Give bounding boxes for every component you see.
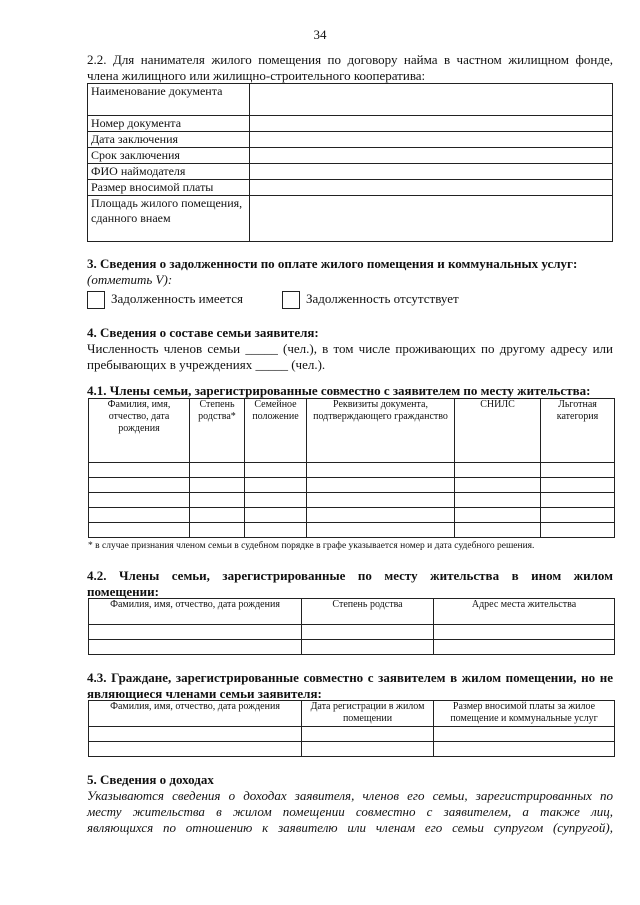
table-cell[interactable] [89,727,302,742]
table-cell[interactable] [190,478,245,493]
table-cell[interactable] [307,493,455,508]
table-cell[interactable] [89,625,302,640]
table-cell[interactable] [245,523,307,538]
section-4-2-title-line1: 4.2. Члены семьи, зарегистрированные по месту жительства в ином жилом [87,568,613,583]
table-row [89,493,615,508]
table-cell[interactable] [89,493,190,508]
table-cell[interactable] [245,463,307,478]
header-benefit-category: Льготная категория [541,399,615,463]
section-4-1-footnote: * в случае признания членом семьи в судебном порядке в графе указывается номер и дата судебного решения. [88,541,535,551]
table-cell[interactable] [455,493,541,508]
rented-area-value[interactable] [250,196,613,242]
table-cell[interactable] [541,493,615,508]
row-label-landlord-name: ФИО наймодателя [88,164,250,180]
section-3-title: 3. Сведения о задолженности по оплате жилого помещения и коммунальных услуг: [87,256,578,271]
section-5-line3: являющихся по отношению к заявителю или членам его семьи супругом (супругой), [87,820,613,835]
page-number: 34 [313,27,327,42]
payment-amount-value[interactable] [250,180,613,196]
row-label-document-name: Наименование документа [88,84,250,116]
debt-exists-label: Задолженность имеется [111,291,243,306]
section-4-line2: пребывающих в учреждениях _____ (чел.). [87,357,326,372]
table-cell[interactable] [302,742,434,757]
no-debt-label: Задолженность отсутствует [306,291,459,306]
header-citizenship-document: Реквизиты документа, подтверждающего гражданство [307,399,455,463]
table-cell[interactable] [434,625,615,640]
section-3-note: (отметить V): [87,272,173,287]
table-cell[interactable] [89,640,302,655]
header-snils: СНИЛС [455,399,541,463]
lease-details-table [87,83,613,242]
section-2-2-text-line2: члена жилищного или жилищно-строительного кооператива: [87,68,426,83]
landlord-name-value[interactable] [250,164,613,180]
table-cell[interactable] [541,463,615,478]
table-cell[interactable] [434,640,615,655]
table-cell[interactable] [307,523,455,538]
non-family-residents-table [88,700,615,757]
section-2-2-text-line1: 2.2. Для нанимателя жилого помещения по договору найма в частном жилищном фонде, [87,52,613,67]
table-cell[interactable] [541,478,615,493]
header-relationship: Степень родства [302,599,434,625]
table-cell[interactable] [307,508,455,523]
table-row [89,478,615,493]
section-4-3-title-line1: 4.3. Граждане, зарегистрированные совместно с заявителем в жилом помещении, но не [87,670,613,685]
family-members-table [88,398,615,538]
table-cell[interactable] [89,463,190,478]
table-cell[interactable] [455,463,541,478]
header-relationship: Степень родства* [190,399,245,463]
header-full-name: Фамилия, имя, отчество, дата рождения [89,599,302,625]
section-5-line1: Указываются сведения о доходах заявителя, членов его семьи, зарегистрированных по [87,788,613,803]
header-payment-amount: Размер вносимой платы за жилое помещение и коммунальные услуг [434,701,615,727]
header-marital-status: Семейное положение [245,399,307,463]
section-4-2-title-line2: помещении: [87,584,159,599]
table-cell[interactable] [302,625,434,640]
header-full-name: Фамилия, имя, отчество, дата рождения [89,701,302,727]
document-number-value[interactable] [250,116,613,132]
table-row [89,523,615,538]
table-cell[interactable] [245,493,307,508]
table-cell[interactable] [302,727,434,742]
table-cell[interactable] [245,478,307,493]
table-cell[interactable] [541,523,615,538]
debt-exists-option[interactable] [87,291,243,309]
table-row [89,742,615,757]
table-cell[interactable] [302,640,434,655]
table-cell[interactable] [455,478,541,493]
table-cell[interactable] [434,727,615,742]
no-debt-checkbox[interactable] [282,291,300,309]
table-row [89,625,615,640]
table-cell[interactable] [307,463,455,478]
table-cell[interactable] [89,523,190,538]
table-cell[interactable] [455,508,541,523]
row-label-payment-amount: Размер вносимой платы [88,180,250,196]
table-cell[interactable] [190,493,245,508]
term-value[interactable] [250,148,613,164]
table-row [89,463,615,478]
header-full-name: Фамилия, имя, отчество, дата рождения [89,399,190,463]
table-cell[interactable] [307,478,455,493]
section-4-line1: Численность членов семьи _____ (чел.), в том числе проживающих по другому адресу или [87,341,613,356]
table-row [89,508,615,523]
table-row [89,640,615,655]
row-label-term: Срок заключения [88,148,250,164]
header-registration-date: Дата регистрации в жилом помещении [302,701,434,727]
section-5-line2: месту жительства в жилом помещении совместно с заявителем, а также лиц, [87,804,613,819]
other-address-family-table [88,598,615,655]
section-4-title: 4. Сведения о составе семьи заявителя: [87,325,319,340]
header-residence-address: Адрес места жительства [434,599,615,625]
no-debt-option[interactable] [282,291,459,309]
table-cell[interactable] [541,508,615,523]
table-cell[interactable] [89,742,302,757]
table-cell[interactable] [455,523,541,538]
section-5-title: 5. Сведения о доходах [87,772,214,787]
table-cell[interactable] [434,742,615,757]
table-cell[interactable] [89,478,190,493]
table-cell[interactable] [190,508,245,523]
table-cell[interactable] [89,508,190,523]
row-label-conclusion-date: Дата заключения [88,132,250,148]
row-label-rented-area: Площадь жилого помещения, сданного внаем [88,196,250,242]
table-row [89,727,615,742]
table-cell[interactable] [190,523,245,538]
table-cell[interactable] [245,508,307,523]
table-cell[interactable] [190,463,245,478]
section-4-3-title-line2: являющиеся членами семьи заявителя: [87,686,322,701]
debt-exists-checkbox[interactable] [87,291,105,309]
conclusion-date-value[interactable] [250,132,613,148]
section-4-1-title: 4.1. Члены семьи, зарегистрированные совместно с заявителем по месту жительства: [87,383,591,398]
document-name-value[interactable] [250,84,613,116]
row-label-document-number: Номер документа [88,116,250,132]
